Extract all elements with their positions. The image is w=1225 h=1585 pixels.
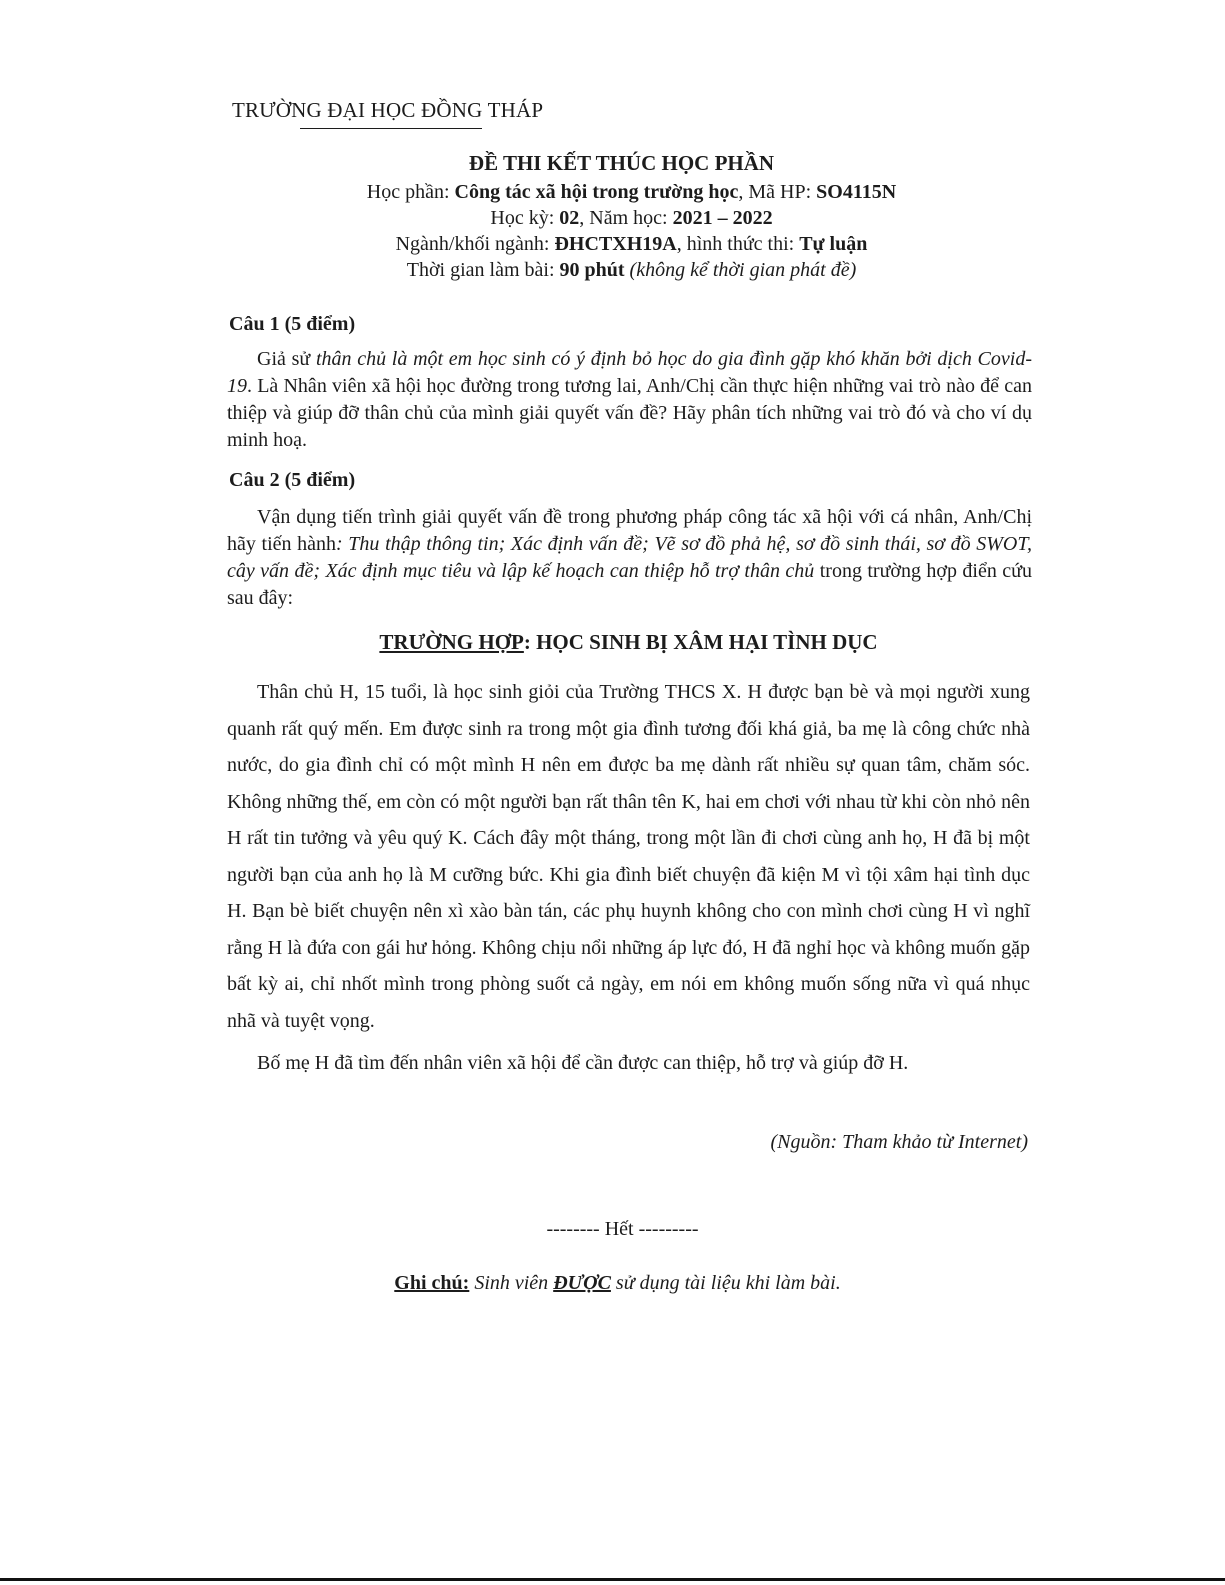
major-value: ĐHCTXH19A bbox=[554, 233, 677, 255]
course-code: SO4115N bbox=[816, 181, 897, 203]
question-1-heading: Câu 1 (5 điểm) bbox=[229, 313, 356, 335]
course-label: Học phần: bbox=[366, 181, 455, 203]
duration-line bbox=[0, 259, 1225, 282]
year-label: , Năm học: bbox=[579, 207, 673, 229]
duration-label: Thời gian làm bài: bbox=[406, 259, 560, 281]
course-code-label: , Mã HP: bbox=[738, 181, 817, 203]
question-2-text: Vận dụng tiến trình giải quyết vấn đề trong phương pháp công tác xã hội với cá nhân, Anh/Chị hãy tiến hành: Thu thập thông tin; Xác định vấn đề; Vẽ sơ đồ phả hệ, sơ đồ sinh thái, sơ đồ SWOT, cây vấn đề; Xác định mục tiêu và lập kế hoạch can thiệp hỗ trợ thân chủ trong trường hợp điển cứu sau đây: bbox=[227, 506, 1032, 609]
note-emphasis: ĐƯỢC bbox=[553, 1272, 611, 1294]
course-line bbox=[0, 181, 1225, 204]
duration-note: (không kể thời gian phát đề) bbox=[629, 259, 857, 281]
case-paragraph-1: Thân chủ H, 15 tuổi, là học sinh giỏi của Trường THCS X. H được bạn bè và mọi người xung quanh rất quý mến. Em được sinh ra trong một gia đình tương đối khá giả, ba mẹ là công chức nhà nước, do gia đình chỉ có một mình H nên em được ba mẹ dành rất nhiều sự quan tâm, chăm sóc. Không những thế, em còn có một người bạn rất thân tên K, hai em chơi với nhau từ khi còn nhỏ nên H rất tin tưởng và yêu quý K. Cách đây một tháng, trong một lần đi chơi cùng anh họ, H đã bị một người bạn của anh họ là M cưỡng bức. Khi gia đình biết chuyện đã kiện M vì tội xâm hại tình dục H. Bạn bè biết chuyện nên xì xào bàn tán, các phụ huynh không cho con mình chơi cùng H vì nghĩ rằng H là đứa con gái hư hỏng. Không chịu nổi những áp lực đó, H đã nghỉ học và không muốn gặp bất kỳ ai, chỉ nhốt mình trong phòng suốt cả ngày, em nói em không muốn sống nữa vì quá nhục nhã và tuyệt vọng. bbox=[227, 681, 1030, 1032]
case-source: (Nguồn: Tham khảo từ Internet) bbox=[770, 1131, 1028, 1153]
question-1-text: Giả sử thân chủ là một em học sinh có ý định bỏ học do gia đình gặp khó khăn bởi dịch Covid-19. Là Nhân viên xã hội học đường trong tương lai, Anh/Chị cần thực hiện những vai trò nào để can thiệp và giúp đỡ thân chủ của mình giải quyết vấn đề? Hãy phân tích những vai trò đó và cho ví dụ minh hoạ. bbox=[227, 348, 1032, 451]
case-paragraph-2: Bố mẹ H đã tìm đến nhân viên xã hội để cần được can thiệp, hỗ trợ và giúp đỡ H. bbox=[257, 1052, 909, 1074]
exam-title: ĐỀ THI KẾT THÚC HỌC PHẦN bbox=[468, 151, 775, 175]
exam-form-value: Tự luận bbox=[799, 233, 868, 255]
semester-line bbox=[0, 207, 1225, 230]
course-name: Công tác xã hội trong trường học bbox=[454, 181, 739, 203]
school-name: TRƯỜNG ĐẠI HỌC ĐỒNG THÁP bbox=[232, 98, 544, 122]
case-story bbox=[227, 674, 1030, 1082]
duration-value: 90 phút bbox=[559, 259, 625, 281]
year-value: 2021 – 2022 bbox=[672, 207, 773, 229]
school-underline bbox=[300, 128, 482, 129]
end-marker: -------- Hết --------- bbox=[546, 1218, 699, 1240]
footnote: Ghi chú: Sinh viên ĐƯỢC sử dụng tài liệu khi làm bài. bbox=[394, 1272, 841, 1294]
exam-form-label: , hình thức thi: bbox=[676, 233, 800, 255]
case-title bbox=[0, 630, 1225, 655]
semester-value: 02 bbox=[559, 207, 580, 229]
note-label: Ghi chú: bbox=[394, 1272, 470, 1294]
question-2-heading: Câu 2 (5 điểm) bbox=[229, 469, 356, 491]
case-heading: : HỌC SINH BỊ XÂM HẠI TÌNH DỤC bbox=[523, 630, 878, 654]
case-label: TRƯỜNG HỢP bbox=[379, 630, 524, 654]
scan-bottom-edge bbox=[0, 1578, 1225, 1581]
semester-label: Học kỳ: bbox=[490, 207, 560, 229]
major-line bbox=[0, 233, 1225, 256]
major-label: Ngành/khối ngành: bbox=[395, 233, 555, 255]
